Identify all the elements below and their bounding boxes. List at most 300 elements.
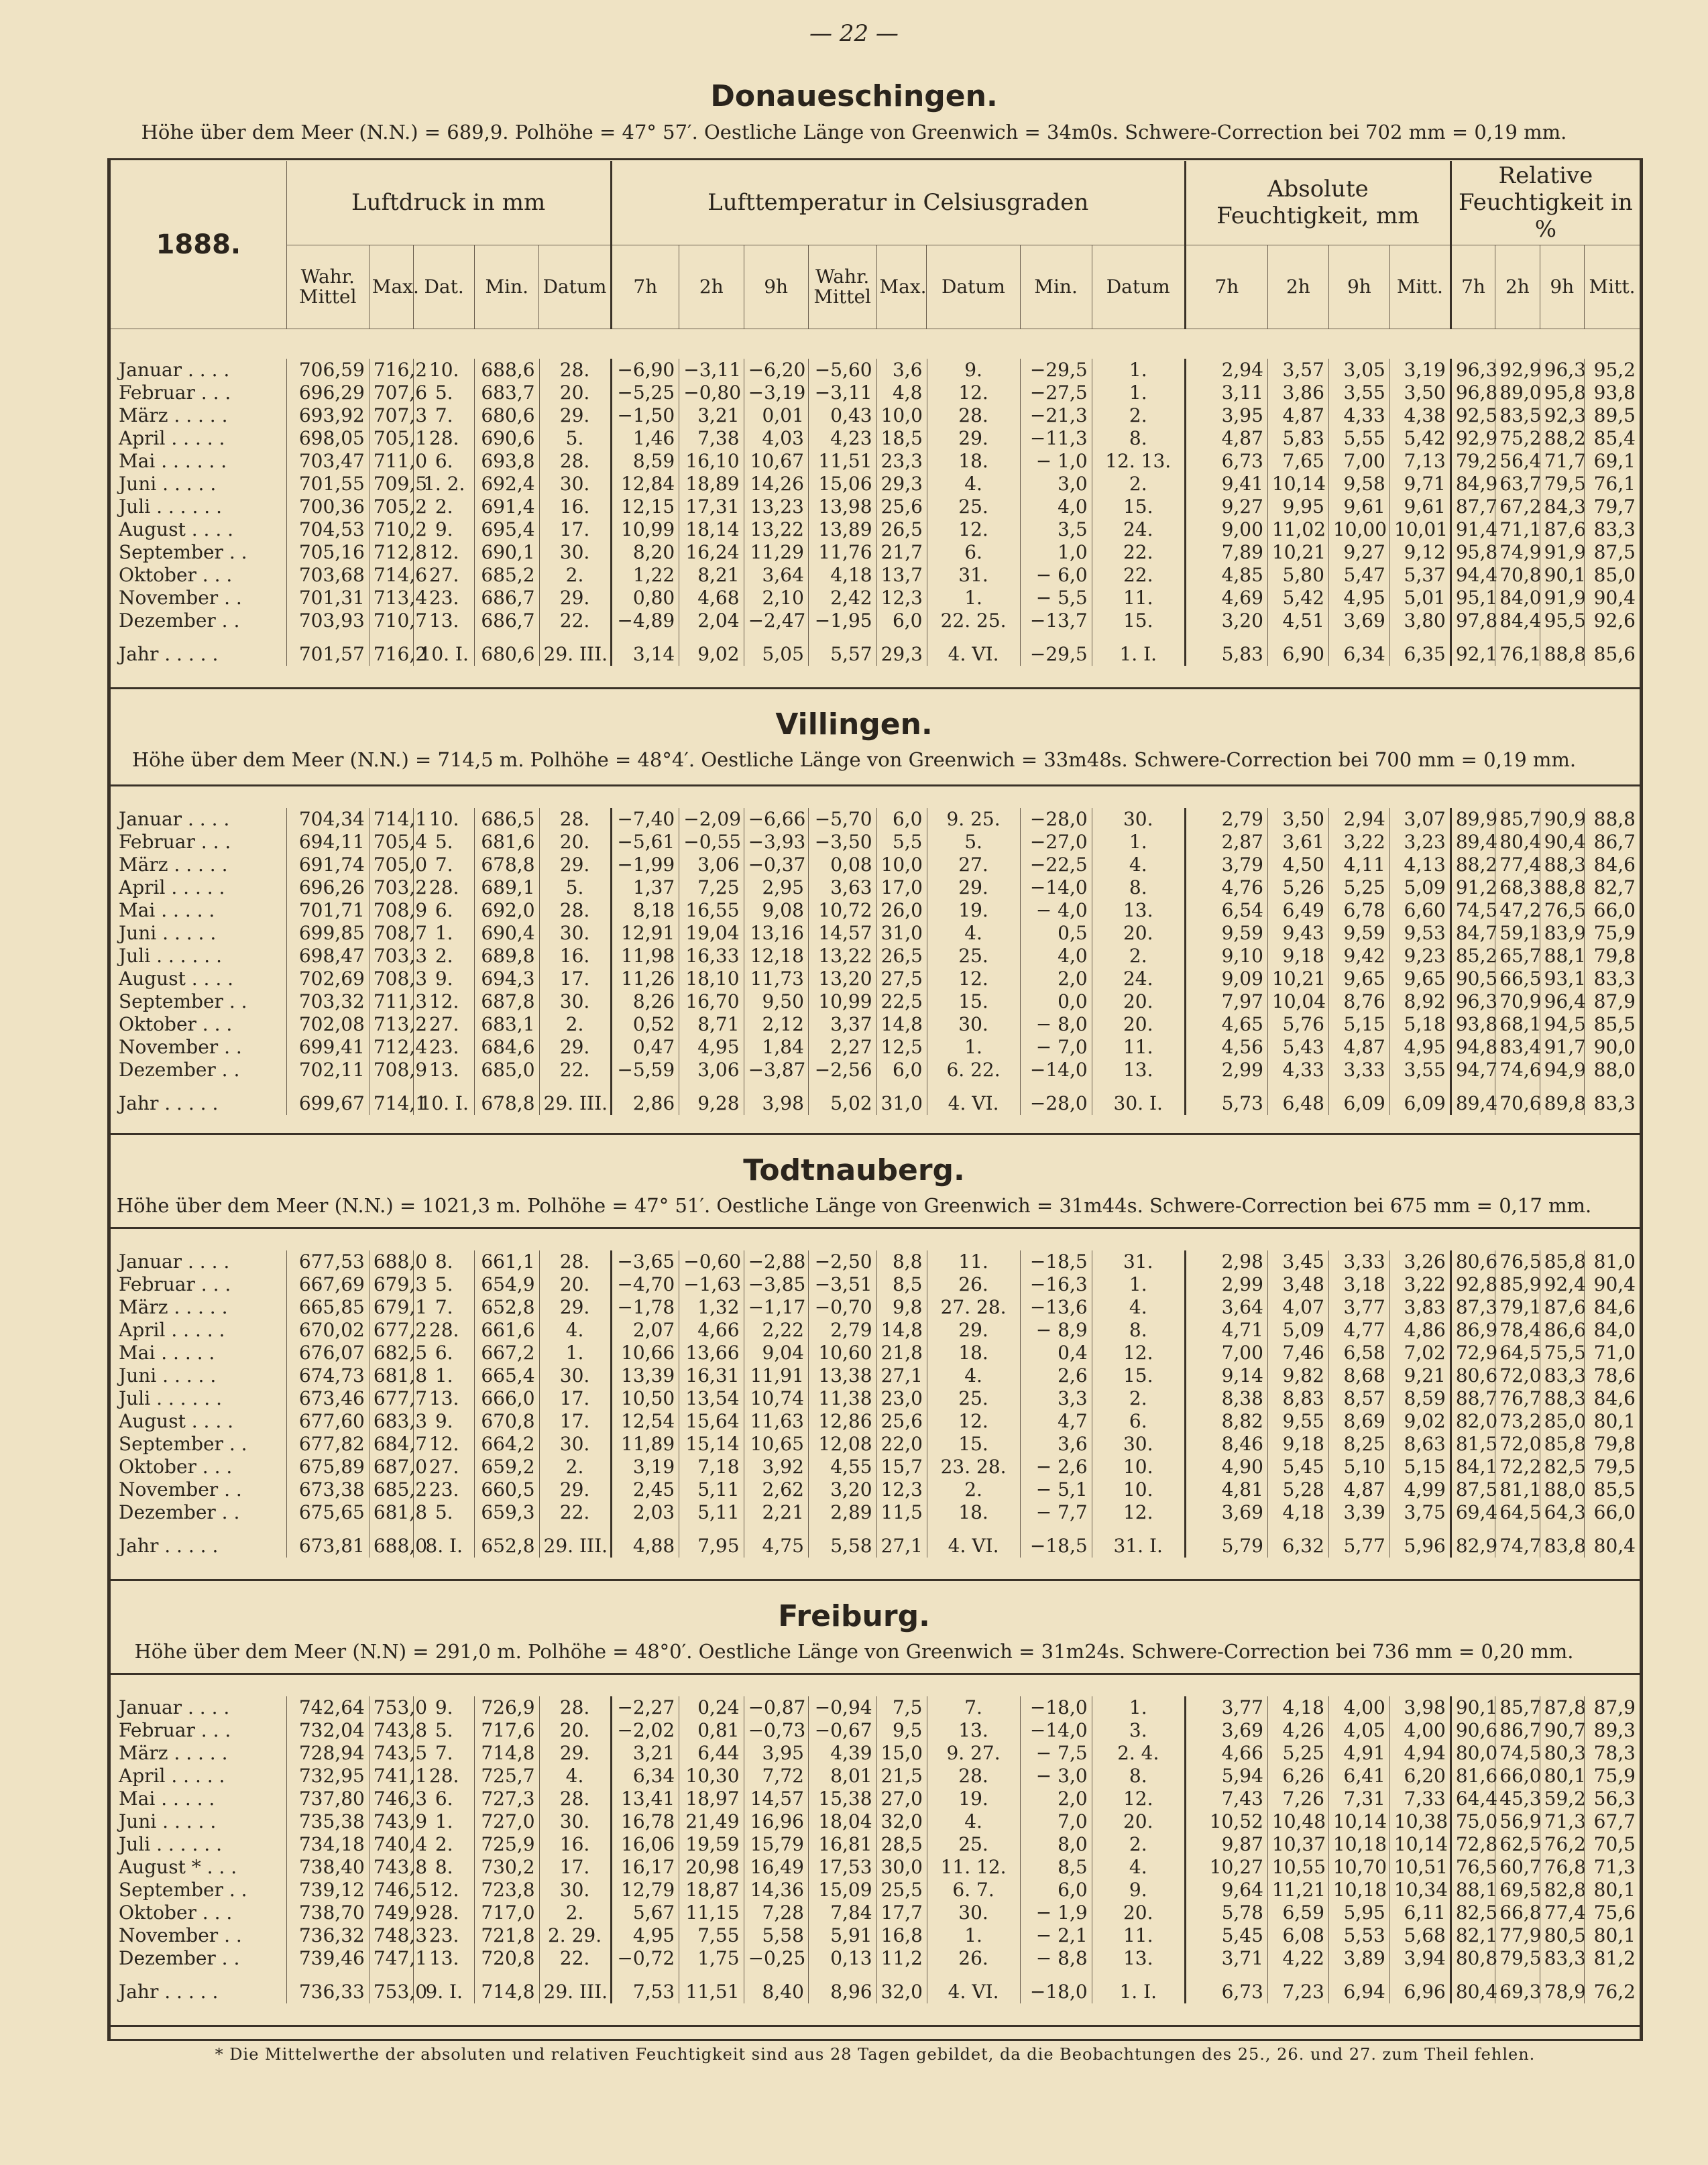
- table-cell: 83,3: [1540, 1364, 1584, 1387]
- table-cell: 4,68: [679, 587, 744, 609]
- table-cell: 5.: [414, 1719, 475, 1742]
- row-label: Juni . . . . .: [119, 473, 217, 495]
- table-cell: 0,81: [679, 1719, 744, 1742]
- table-cell: 28.: [927, 404, 1020, 427]
- table-cell: 30.: [539, 1810, 611, 1833]
- col-header: Min.: [1020, 245, 1092, 329]
- table-cell: 6. 22.: [927, 1059, 1020, 1081]
- table-cell: 92,1: [1450, 632, 1495, 666]
- table-cell: 18,10: [679, 968, 744, 990]
- table-cell: 3,18: [1328, 1273, 1389, 1296]
- row-label: Oktober . . .: [119, 1901, 233, 1924]
- table-cell: 80,4: [1495, 831, 1540, 854]
- table-cell: 9,18: [1267, 945, 1328, 968]
- table-cell: 8,40: [744, 1970, 808, 2003]
- table-cell: 0,5: [1020, 922, 1092, 945]
- table-cell: 71,3: [1540, 1810, 1584, 1833]
- table-cell: 4,95: [679, 1036, 744, 1059]
- row-label: März . . . . .: [119, 854, 228, 876]
- table-cell: 59,1: [1495, 922, 1540, 945]
- table-cell: 16,96: [744, 1810, 808, 1833]
- table-cell: 89,0: [1495, 382, 1540, 404]
- table-cell: 10,21: [1267, 541, 1328, 564]
- table-cell: 81,5: [1450, 1433, 1495, 1456]
- table-cell: 24.: [1092, 518, 1185, 541]
- table-cell: −18,0: [1020, 1696, 1092, 1719]
- table-cell: 12,18: [744, 945, 808, 968]
- table-cell: 82,7: [1584, 876, 1640, 899]
- col-header: 2h: [1495, 245, 1540, 329]
- table-cell: 3,57: [1267, 359, 1328, 382]
- table-cell: −0,25: [744, 1947, 808, 1970]
- table-cell: 11,15: [679, 1901, 744, 1924]
- table-cell: 6,20: [1389, 1765, 1450, 1788]
- row-label: August * . . .: [119, 1856, 237, 1878]
- row-label: Februar . . .: [119, 1273, 231, 1295]
- table-cell: 15,79: [744, 1833, 808, 1856]
- table-cell: 92,4: [1540, 1273, 1584, 1296]
- table-cell: 3,83: [1389, 1296, 1450, 1319]
- table-row: [111, 1856, 1640, 1879]
- table-cell: 91,9: [1540, 587, 1584, 609]
- table-cell: 732,04: [286, 1719, 369, 1742]
- table-cell: 81,6: [1450, 1765, 1495, 1788]
- table-cell: −7,40: [611, 808, 679, 831]
- table-cell: 10,14: [1328, 1810, 1389, 1833]
- table-cell: 29. III.: [539, 632, 611, 666]
- table-cell: −5,59: [611, 1059, 679, 1081]
- table-cell: 6,96: [1389, 1970, 1450, 2003]
- table-cell: 93,8: [1450, 1013, 1495, 1036]
- table-cell: 16,33: [679, 945, 744, 968]
- table-cell: 681,8: [369, 1364, 413, 1387]
- table-cell: 10,14: [1389, 1833, 1450, 1856]
- table-cell: −2,88: [744, 1250, 808, 1273]
- row-label: August . . . .: [119, 1410, 234, 1432]
- table-cell: 96,8: [1450, 382, 1495, 404]
- table-cell: 2. 29.: [539, 1924, 611, 1947]
- table-cell: 670,02: [286, 1319, 369, 1342]
- table-cell: 56,3: [1584, 1788, 1640, 1810]
- table-cell: 76,5: [1540, 899, 1584, 922]
- table-cell: 2,45: [611, 1478, 679, 1501]
- table-cell: 15.: [1092, 495, 1185, 518]
- table-cell: −5,70: [808, 808, 876, 831]
- table-cell: 22,5: [876, 990, 927, 1013]
- table-cell: 56,9: [1495, 1810, 1540, 1833]
- table-cell: 11,5: [876, 1501, 927, 1524]
- table-cell: 0,13: [808, 1947, 876, 1970]
- table-cell: 11,51: [679, 1970, 744, 2003]
- table-cell: 88,2: [1540, 427, 1584, 450]
- table-cell: 77,4: [1495, 854, 1540, 876]
- table-cell: 10.: [414, 808, 475, 831]
- section-divider: [107, 1673, 1643, 1675]
- table-row: [111, 1296, 1640, 1319]
- table-cell: −13,7: [1020, 609, 1092, 632]
- table-cell: 683,1: [475, 1013, 539, 1036]
- table-cell: 3,11: [1185, 382, 1267, 404]
- table-row: [111, 808, 1640, 831]
- table-cell: 708,7: [369, 922, 413, 945]
- table-cell: 66,0: [1584, 899, 1640, 922]
- table-cell: 4,33: [1328, 404, 1389, 427]
- table-cell: 11,02: [1267, 518, 1328, 541]
- table-cell: 86,9: [1450, 1319, 1495, 1342]
- table-cell: 10,99: [611, 518, 679, 541]
- table-cell: 30.: [539, 541, 611, 564]
- table-cell: 723,8: [475, 1879, 539, 1901]
- table-cell: 8,68: [1328, 1364, 1389, 1387]
- table-cell: 4,66: [1185, 1742, 1267, 1765]
- table-cell: 74,6: [1495, 1059, 1540, 1081]
- table-cell: 28.: [539, 359, 611, 382]
- table-cell: 683,3: [369, 1410, 413, 1433]
- table-cell: 23.: [414, 1924, 475, 1947]
- table-cell: 725,7: [475, 1765, 539, 1788]
- table-cell: 8.: [414, 1250, 475, 1273]
- table-cell: 4,87: [1185, 427, 1267, 450]
- table-cell: 83,3: [1584, 518, 1640, 541]
- table-cell: 7.: [414, 404, 475, 427]
- table-cell: 701,55: [286, 473, 369, 495]
- table-cell: 712,4: [369, 1036, 413, 1059]
- row-label: September . .: [119, 1433, 247, 1455]
- table-cell: 80,4: [1450, 1970, 1495, 2003]
- table-cell: 29.: [927, 427, 1020, 450]
- table-cell: 10,74: [744, 1387, 808, 1410]
- table-cell: 8,71: [679, 1013, 744, 1036]
- table-cell: 11.: [1092, 1924, 1185, 1947]
- table-cell: 8,69: [1328, 1410, 1389, 1433]
- table-cell: 90,1: [1450, 1696, 1495, 1719]
- table-cell: 87,6: [1540, 518, 1584, 541]
- table-cell: 1,32: [679, 1296, 744, 1319]
- table-cell: 16,70: [679, 990, 744, 1013]
- table-cell: 9,41: [1185, 473, 1267, 495]
- table-cell: 8,21: [679, 564, 744, 587]
- row-label: Juli . . . . . .: [119, 945, 222, 967]
- table-cell: 713,4: [369, 587, 413, 609]
- table-cell: 66,0: [1495, 1765, 1540, 1788]
- table-cell: 31,0: [876, 1081, 927, 1115]
- table-cell: 84,7: [1450, 922, 1495, 945]
- table-cell: 680,6: [475, 632, 539, 666]
- table-cell: 9,64: [1185, 1879, 1267, 1901]
- table-cell: −2,27: [611, 1696, 679, 1719]
- table-cell: 7,18: [679, 1456, 744, 1478]
- table-cell: 77,9: [1495, 1924, 1540, 1947]
- table-cell: 688,0: [369, 1524, 413, 1558]
- table-cell: 80,1: [1584, 1879, 1640, 1901]
- table-cell: 30. I.: [1092, 1081, 1185, 1115]
- table-cell: 2,79: [808, 1319, 876, 1342]
- table-cell: 725,9: [475, 1833, 539, 1856]
- table-cell: 5,25: [1328, 876, 1389, 899]
- table-cell: 8,25: [1328, 1433, 1389, 1456]
- table-cell: 7,0: [1020, 1810, 1092, 1833]
- table-cell: 7,5: [876, 1696, 927, 1719]
- table-cell: 1. I.: [1092, 1970, 1185, 2003]
- table-cell: 9,59: [1328, 922, 1389, 945]
- table-cell: 677,60: [286, 1410, 369, 1433]
- table-cell: −3,19: [744, 382, 808, 404]
- table-cell: 76,2: [1584, 1970, 1640, 2003]
- table-cell: 9,12: [1389, 541, 1450, 564]
- table-cell: 20.: [1092, 922, 1185, 945]
- table-cell: 7,26: [1267, 1788, 1328, 1810]
- table-cell: 10,37: [1267, 1833, 1328, 1856]
- table-cell: 3,6: [1020, 1433, 1092, 1456]
- table-cell: 2,79: [1185, 808, 1267, 831]
- table-cell: 6,41: [1328, 1765, 1389, 1788]
- table-cell: 84,6: [1584, 1387, 1640, 1410]
- table-cell: 5,76: [1267, 1013, 1328, 1036]
- table-cell: 10,99: [808, 990, 876, 1013]
- table-cell: 4. VI.: [927, 632, 1020, 666]
- table-cell: 717,0: [475, 1901, 539, 1924]
- table-cell: 71,3: [1584, 1856, 1640, 1879]
- row-label: Jahr . . . . .: [119, 1981, 219, 2003]
- table-cell: 91,9: [1540, 541, 1584, 564]
- table-cell: 6,35: [1389, 632, 1450, 666]
- table-cell: 12.: [414, 990, 475, 1013]
- table-cell: 749,9: [369, 1901, 413, 1924]
- table-row: [111, 1810, 1640, 1833]
- table-cell: 10,50: [611, 1387, 679, 1410]
- table-cell: 2,94: [1185, 359, 1267, 382]
- row-label: Jahr . . . . .: [119, 1092, 219, 1114]
- table-cell: 9,27: [1185, 495, 1267, 518]
- table-cell: 3,80: [1389, 609, 1450, 632]
- table-cell: 4.: [927, 1364, 1020, 1387]
- table-cell: 20.: [539, 1273, 611, 1296]
- table-cell: 20.: [539, 1719, 611, 1742]
- table-cell: 1.: [1092, 831, 1185, 854]
- table-cell: 23.: [414, 587, 475, 609]
- table-cell: 4,91: [1328, 1742, 1389, 1765]
- table-cell: 31.: [1092, 1250, 1185, 1273]
- table-cell: 10,70: [1328, 1856, 1389, 1879]
- table-cell: 31.: [927, 564, 1020, 587]
- table-cell: −16,3: [1020, 1273, 1092, 1296]
- table-cell: 6,08: [1267, 1924, 1328, 1947]
- table-cell: 88,1: [1450, 1879, 1495, 1901]
- table-cell: 5.: [539, 876, 611, 899]
- table-cell: 1.: [1092, 382, 1185, 404]
- table-cell: 95,8: [1540, 382, 1584, 404]
- table-cell: 19,04: [679, 922, 744, 945]
- table-cell: 2.: [539, 1456, 611, 1478]
- row-label: November . .: [119, 587, 242, 609]
- table-cell: − 5,1: [1020, 1478, 1092, 1501]
- table-cell: 3,14: [611, 632, 679, 666]
- table-cell: 28.: [414, 1901, 475, 1924]
- table-cell: 677,7: [369, 1387, 413, 1410]
- table-cell: 79,5: [1540, 473, 1584, 495]
- row-label: November . .: [119, 1478, 242, 1501]
- table-cell: 27,0: [876, 1788, 927, 1810]
- table-cell: 4,18: [808, 564, 876, 587]
- table-cell: −1,50: [611, 404, 679, 427]
- table-cell: 10,34: [1389, 1879, 1450, 1901]
- table-row: [111, 1433, 1640, 1456]
- table-cell: 3,95: [744, 1742, 808, 1765]
- table-cell: 4.: [927, 473, 1020, 495]
- table-cell: 10,51: [1389, 1856, 1450, 1879]
- table-cell: 5,11: [679, 1501, 744, 1524]
- table-cell: 23,3: [876, 450, 927, 473]
- table-cell: 10,0: [876, 404, 927, 427]
- table-cell: 9,71: [1389, 473, 1450, 495]
- table-cell: 30.: [539, 1364, 611, 1387]
- table-row: [111, 473, 1640, 495]
- table-cell: 4,8: [876, 382, 927, 404]
- table-cell: 32,0: [876, 1970, 927, 2003]
- table-cell: 7.: [927, 1696, 1020, 1719]
- table-cell: 3,33: [1328, 1059, 1389, 1081]
- table-cell: 2,0: [1020, 968, 1092, 990]
- table-cell: 11,51: [808, 450, 876, 473]
- table-cell: 10,27: [1185, 1856, 1267, 1879]
- table-cell: 13,22: [808, 945, 876, 968]
- table-cell: 90,0: [1584, 1036, 1640, 1059]
- table-cell: 8.: [1092, 1765, 1185, 1788]
- table-cell: 7.: [414, 1742, 475, 1765]
- table-cell: 4,23: [808, 427, 876, 450]
- table-cell: 5,55: [1328, 427, 1389, 450]
- table-cell: 84,3: [1540, 495, 1584, 518]
- table-cell: 2.: [1092, 473, 1185, 495]
- table-cell: 6.: [1092, 1410, 1185, 1433]
- table-cell: 3,92: [744, 1456, 808, 1478]
- table-cell: 738,40: [286, 1856, 369, 1879]
- table-cell: 70,5: [1584, 1833, 1640, 1856]
- table-cell: −18,5: [1020, 1250, 1092, 1273]
- table-cell: 75,2: [1495, 427, 1540, 450]
- table-cell: 4,85: [1185, 564, 1267, 587]
- table-cell: 4,51: [1267, 609, 1328, 632]
- table-cell: 72,8: [1450, 1833, 1495, 1856]
- table-cell: 5.: [414, 1501, 475, 1524]
- table-cell: 30,0: [876, 1856, 927, 1879]
- table-cell: 26.: [927, 1947, 1020, 1970]
- table-cell: 88,0: [1584, 1059, 1640, 1081]
- table-cell: 703,93: [286, 609, 369, 632]
- table-cell: 15.: [927, 990, 1020, 1013]
- table-cell: 31. I.: [1092, 1524, 1185, 1558]
- row-label: Oktober . . .: [119, 1013, 233, 1035]
- table-cell: 75,6: [1584, 1901, 1640, 1924]
- table-cell: 5,91: [808, 1924, 876, 1947]
- year-total-row: [111, 632, 1640, 666]
- table-cell: 10,04: [1267, 990, 1328, 1013]
- table-cell: 28.: [539, 450, 611, 473]
- table-cell: 6.: [414, 899, 475, 922]
- table-row: [111, 1788, 1640, 1810]
- table-cell: 28.: [414, 1319, 475, 1342]
- table-cell: 673,46: [286, 1387, 369, 1410]
- table-cell: 17,53: [808, 1856, 876, 1879]
- table-cell: 7,28: [744, 1901, 808, 1924]
- table-cell: 8,01: [808, 1765, 876, 1788]
- table-cell: 8,63: [1389, 1433, 1450, 1456]
- table-cell: 12,08: [808, 1433, 876, 1456]
- table-cell: 10,21: [1267, 968, 1328, 990]
- table-cell: 7,55: [679, 1924, 744, 1947]
- table-cell: 706,59: [286, 359, 369, 382]
- table-cell: 713,2: [369, 1013, 413, 1036]
- table-cell: 7,97: [1185, 990, 1267, 1013]
- table-cell: 13,41: [611, 1788, 679, 1810]
- station-title-freiburg: Freiburg.: [778, 1599, 930, 1633]
- table-cell: 9.: [414, 518, 475, 541]
- table-cell: 739,12: [286, 1879, 369, 1901]
- table-cell: 685,2: [369, 1478, 413, 1501]
- table-cell: 9,27: [1328, 541, 1389, 564]
- table-cell: 3,86: [1267, 382, 1328, 404]
- table-cell: 64,4: [1450, 1788, 1495, 1810]
- table-cell: 2,42: [808, 587, 876, 609]
- column-header: [111, 161, 1640, 329]
- table-cell: 677,2: [369, 1319, 413, 1342]
- table-cell: 2,62: [744, 1478, 808, 1501]
- table-cell: 6. 7.: [927, 1879, 1020, 1901]
- table-cell: 3,23: [1389, 831, 1450, 854]
- table-cell: 82,8: [1540, 1879, 1584, 1901]
- table-cell: 3,22: [1328, 831, 1389, 854]
- table-cell: 8.: [1092, 876, 1185, 899]
- table-cell: 714,1: [369, 808, 413, 831]
- table-cell: 8.: [1092, 1319, 1185, 1342]
- table-cell: 10,52: [1185, 1810, 1267, 1833]
- table-cell: −0,87: [744, 1696, 808, 1719]
- table-cell: 6,09: [1389, 1081, 1450, 1115]
- table-cell: 20.: [1092, 1901, 1185, 1924]
- table-cell: 9,18: [1267, 1433, 1328, 1456]
- table-cell: 659,2: [475, 1456, 539, 1478]
- table-cell: 29. III.: [539, 1524, 611, 1558]
- table-cell: 4,90: [1185, 1456, 1267, 1478]
- table-row: [111, 1059, 1640, 1081]
- table-cell: 728,94: [286, 1742, 369, 1765]
- table-cell: −3,87: [744, 1059, 808, 1081]
- table-cell: 10,00: [1328, 518, 1389, 541]
- table-cell: 675,89: [286, 1456, 369, 1478]
- table-cell: 1.: [1092, 1273, 1185, 1296]
- table-cell: 6,78: [1328, 899, 1389, 922]
- table-cell: 8,92: [1389, 990, 1450, 1013]
- row-label: Mai . . . . . .: [119, 450, 227, 472]
- table-cell: −5,25: [611, 382, 679, 404]
- table-cell: 701,31: [286, 587, 369, 609]
- table-cell: 30.: [539, 473, 611, 495]
- table-cell: 2,27: [808, 1036, 876, 1059]
- table-cell: 1.: [414, 1364, 475, 1387]
- table-cell: 3,48: [1267, 1273, 1328, 1296]
- section-divider: [107, 687, 1643, 689]
- col-header: Min.: [475, 245, 539, 329]
- table-cell: 83,9: [1540, 922, 1584, 945]
- table-cell: −5,60: [808, 359, 876, 382]
- table-cell: 5,15: [1389, 1456, 1450, 1478]
- table-cell: 80,1: [1584, 1410, 1640, 1433]
- table-cell: 3.: [1092, 1719, 1185, 1742]
- table-cell: 13.: [414, 1059, 475, 1081]
- table-cell: 22,0: [876, 1433, 927, 1456]
- table-cell: 85,7: [1495, 808, 1540, 831]
- table-cell: 1.: [1092, 359, 1185, 382]
